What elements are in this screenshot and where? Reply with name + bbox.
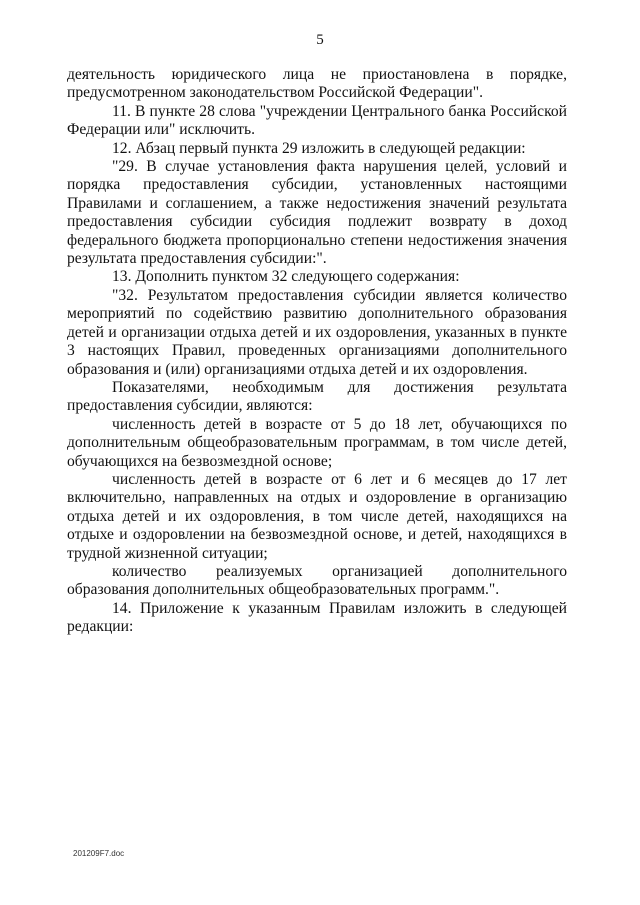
paragraph-item-14: 14. Приложение к указанным Правилам изложить в следующей редакции: bbox=[67, 599, 567, 636]
paragraph-quote-32: "32. Результатом предоставления субсидии является количество мероприятий по содействию развитию дополнительного образования детей и организации отдыха детей и их оздоровления, указанных в пункте 3 настоящих Правил, проведенных организациями дополнительного образования и (или) организациями отдыха детей и их оздоровления. bbox=[67, 286, 567, 378]
paragraph-indicator-3: количество реализуемых организацией дополнительного образования дополнительных общеобразовательных программ.". bbox=[67, 562, 567, 599]
paragraph-indicator-1: численность детей в возрасте от 5 до 18 лет, обучающихся по дополнительным общеобразовательным программам, в том числе детей, обучающихся на безвозмездной основе; bbox=[67, 415, 567, 470]
paragraph-indicators: Показателями, необходимым для достижения результата предоставления субсидии, являются: bbox=[67, 378, 567, 415]
paragraph-continuation: деятельность юридического лица не приостановлена в порядке, предусмотренном законодательством Российской Федерации". bbox=[67, 66, 567, 102]
paragraph-item-11: 11. В пункте 28 слова "учреждении Центрального банка Российской Федерации или" исключить. bbox=[67, 102, 567, 139]
page-number: 5 bbox=[316, 32, 324, 48]
file-footer: 201209F7.doc bbox=[73, 849, 125, 858]
paragraph-quote-29: "29. В случае установления факта нарушения целей, условий и порядка предоставления субсидии, установленных настоящими Правилами и соглашением, а также недостижения значений результата предоставления субсидии субсидия подлежит возврату в доход федерального бюджета пропорционально степени недостижения значения результата предоставления субсидии:". bbox=[67, 158, 567, 268]
paragraph-item-12: 12. Абзац первый пункта 29 изложить в следующей редакции: bbox=[112, 139, 526, 157]
paragraph-indicator-2: численность детей в возрасте от 6 лет и 6 месяцев до 17 лет включительно, направленных на отдых и оздоровление в организацию отдыха детей и их оздоровления, в том числе детей, находящихся на отдыхе и оздоровлении на безвозмездной основе, и детей, находящихся в трудной жизненной ситуации; bbox=[67, 470, 567, 562]
document-body bbox=[67, 66, 567, 637]
paragraph-item-13: 13. Дополнить пунктом 32 следующего содержания: bbox=[112, 268, 460, 286]
